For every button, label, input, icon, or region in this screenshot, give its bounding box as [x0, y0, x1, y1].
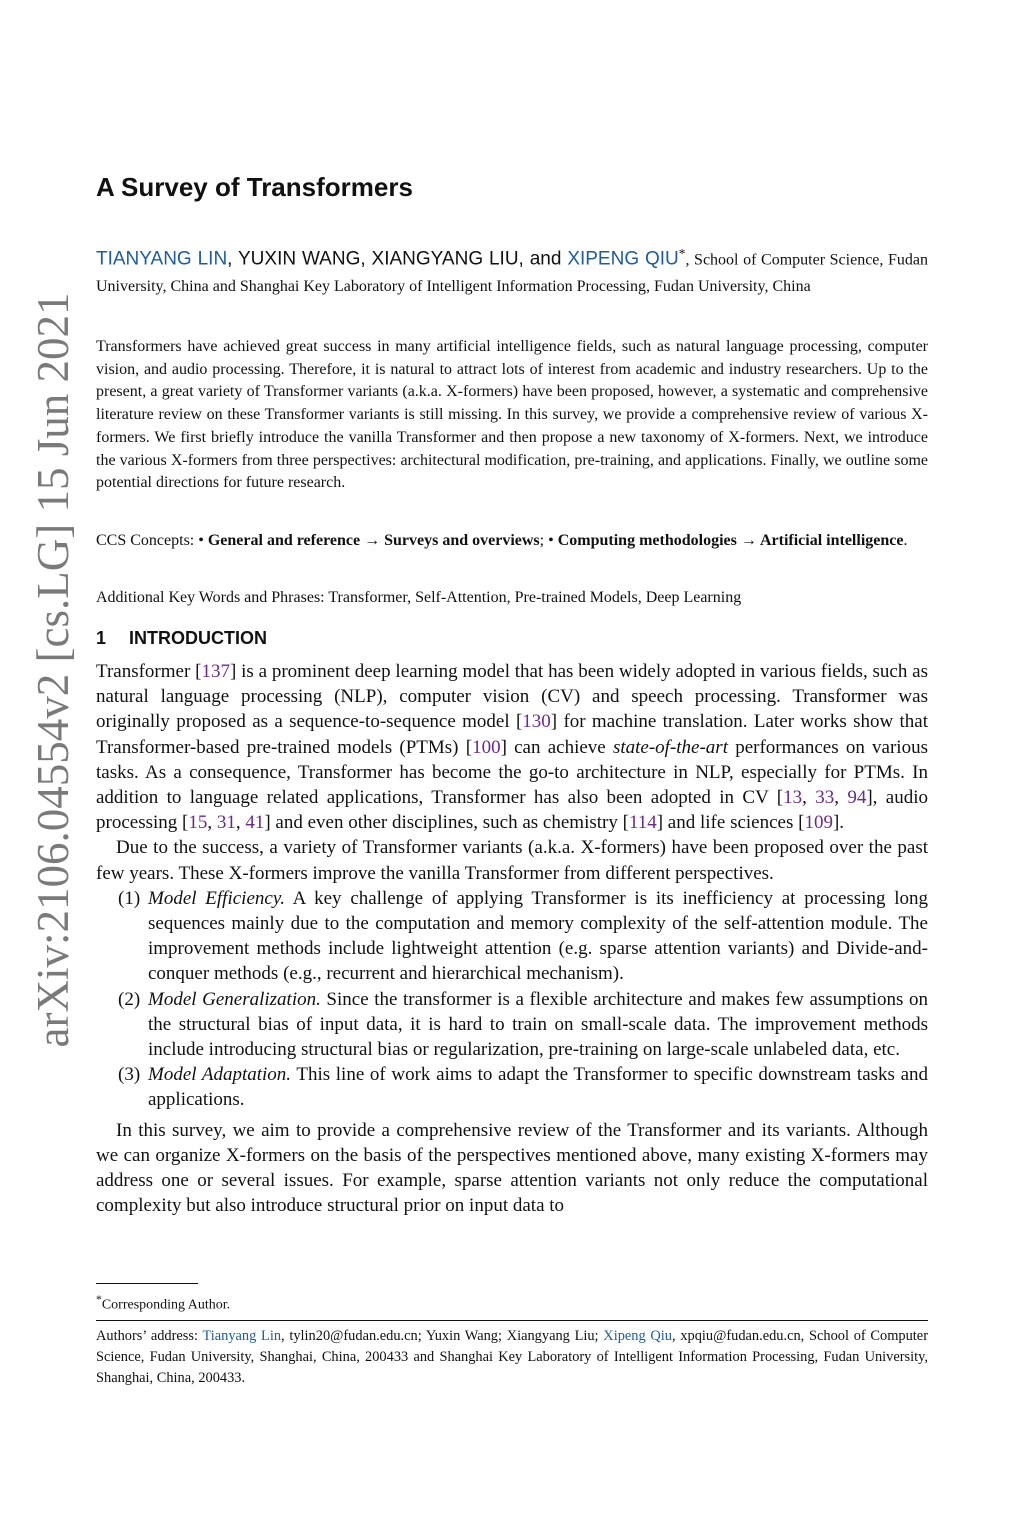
text: ], audio processing [ — [96, 787, 929, 834]
body-text — [96, 659, 928, 1218]
list-text: Since the transformer is a flexible architecture and makes few assumptions on the structural bias of input data, it is hard to train on small-scale data. The improvement methods include introducing structural bias or regularization, pre-training on large-scale unlabeled data, etc. — [148, 988, 929, 1061]
abstract: Transformers have achieved great success in many artificial intelligence fields, such as natural language processing, computer vision, and audio processing. Therefore, it is natural to attract lots of interest from academic and industry researchers. Up to the present, a great variety of Transformer variants (a.k.a. X-formers) have been proposed, however, a systematic and comprehensive literature review on these Transformer variants is still missing. In this survey, we provide a comprehensive review of various X-formers. We first briefly introduce the vanilla Transformer and then propose a new taxonomy of X-formers. Next, we introduce the various X-formers from three perspectives: architectural modification, pre-training, and applications. Finally, we outline some potential directions for future research. — [96, 338, 928, 492]
text: Transformer [ — [96, 661, 202, 682]
citation-link[interactable]: 100 — [472, 736, 501, 758]
ccs-bullet: • — [198, 532, 208, 549]
author-link-qiu[interactable]: XIPENG QIU — [567, 248, 679, 270]
author-sep: , — [360, 248, 372, 270]
text: , xpqiu@fudan.edu.cn, School of Computer Science, Fudan University, Shanghai, China, 200433 and Shanghai Key Laboratory of Intelligent Information Processing, Fudan University, Shanghai, China, 200433. — [96, 1328, 928, 1386]
text: ] and even other disciplines, such as chemistry [ — [264, 812, 629, 834]
citation-link[interactable]: 13 — [783, 787, 803, 809]
text: , — [802, 787, 816, 809]
text: ] for machine translation. Later works show that Transformer-based pre-trained models (PTMs) [ — [96, 711, 929, 758]
arxiv-stamp — [18, 292, 88, 1048]
citation-link[interactable]: 41 — [245, 812, 265, 834]
ccs-sep: ; — [539, 532, 549, 549]
citation-link[interactable]: 130 — [522, 711, 551, 733]
citation-link[interactable]: 15 — [188, 812, 208, 834]
list-item — [96, 987, 928, 1063]
footnote-mark: * — [96, 1293, 102, 1306]
footnote-text: Corresponding Author. — [101, 1297, 231, 1313]
section-heading — [96, 628, 267, 649]
paragraph-2: Due to the success, a variety of Transformer variants (a.k.a. X-formers) have been proposed over the past few years. These X-formers improve the vanilla Transformer from different perspectives. — [96, 837, 928, 884]
text: Authors’ address: — [96, 1328, 203, 1344]
paragraph-1 — [96, 659, 928, 835]
ccs-concept-2: Computing methodologies → Artificial intelligence — [557, 532, 904, 549]
list-text: A key challenge of applying Transformer is its inefficiency at processing long sequences mainly due to the computation and memory complexity of the self-attention module. The improvement methods include lightweight attention (e.g. sparse attention variants) and Divide-and-conquer methods (e.g., recurrent and hierarchical mechanism). — [148, 887, 928, 985]
author-liu: XIANGYANG LIU — [371, 248, 519, 270]
ccs-bullet: • — [548, 532, 558, 549]
footnote-rule — [96, 1283, 198, 1284]
paper-title: A Survey of Transformers — [96, 172, 413, 202]
author-link-qiu[interactable]: Xipeng Qiu — [603, 1328, 672, 1344]
text: , tylin20@fudan.edu.cn; Yuxin Wang; Xiangyang Liu; — [281, 1328, 604, 1344]
ccs-concepts — [96, 529, 928, 552]
perspective-list — [96, 886, 928, 1113]
ccs-lead: CCS Concepts: — [96, 532, 199, 549]
author-link-lin[interactable]: Tianyang Lin — [202, 1328, 282, 1344]
authors-address — [96, 1326, 928, 1389]
ccs-end: . — [903, 532, 908, 549]
paragraph-3: In this survey, we aim to provide a comprehensive review of the Transformer and its variants. Although we can organize X-formers on the basis of the perspectives mentioned above, many existing X-formers may address one or several issues. For example, sparse attention variants not only reduce the computational complexity but also introduce structural prior on input data to — [96, 1119, 928, 1217]
text: , — [207, 812, 217, 834]
section-number: 1 — [96, 628, 107, 648]
list-marker: (2) — [118, 988, 141, 1010]
citation-link[interactable]: 33 — [815, 787, 835, 809]
author-sep: , — [227, 248, 238, 270]
affiliation: , School of Computer Science, Fudan University, China and Shanghai Key Laboratory of Intelligent Information Processing, Fudan University, China — [96, 251, 929, 296]
list-heading: Model Generalization. — [148, 988, 321, 1010]
list-item — [96, 1062, 928, 1112]
ccs-concept-1: General and reference → Surveys and overviews — [207, 532, 540, 549]
list-heading: Model Adaptation. — [148, 1064, 292, 1086]
arxiv-stamp-text: arXiv:2106.04554v2 [cs.LG] 15 Jun 2021 — [28, 292, 78, 1048]
address-rule — [96, 1320, 928, 1321]
citation-link[interactable]: 109 — [804, 812, 833, 834]
citation-link[interactable]: 31 — [216, 812, 236, 834]
citation-link[interactable]: 137 — [201, 661, 230, 682]
text: ]. — [832, 812, 845, 834]
text: ] and life sciences [ — [656, 812, 805, 834]
author-sep: , and — [518, 248, 568, 270]
citation-link[interactable]: 94 — [847, 787, 867, 809]
author-link-lin[interactable]: TIANYANG LIN — [96, 248, 228, 270]
text: ] can achieve — [500, 736, 613, 758]
footnote — [96, 1290, 928, 1316]
author-block — [96, 240, 928, 300]
list-marker: (3) — [118, 1064, 141, 1086]
corresponding-mark: * — [678, 246, 686, 261]
list-heading: Model Efficiency. — [148, 887, 285, 909]
text: ] is a prominent deep learning model that has been widely adopted in various fields, such as natural language processing (NLP), computer vision (CV) and speech processing. Transformer was originally proposed as a sequence-to-sequence model [ — [96, 661, 928, 733]
list-marker: (1) — [118, 887, 141, 909]
emphasis: state-of-the-art — [612, 736, 728, 758]
list-text: This line of work aims to adapt the Transformer to specific downstream tasks and applications. — [148, 1064, 929, 1111]
text: , — [235, 812, 246, 834]
text: , — [834, 787, 848, 809]
citation-link[interactable]: 114 — [628, 812, 657, 834]
section-title: INTRODUCTION — [129, 628, 267, 648]
author-wang: YUXIN WANG — [238, 248, 361, 270]
list-item — [96, 886, 928, 987]
text: performances on various tasks. As a consequence, Transformer has become the go-to architecture in NLP, especially for PTMs. In addition to language related applications, Transformer has also been adopted in CV [ — [96, 736, 928, 809]
keywords: Additional Key Words and Phrases: Transformer, Self-Attention, Pre-trained Models, Deep Learning — [96, 589, 742, 606]
